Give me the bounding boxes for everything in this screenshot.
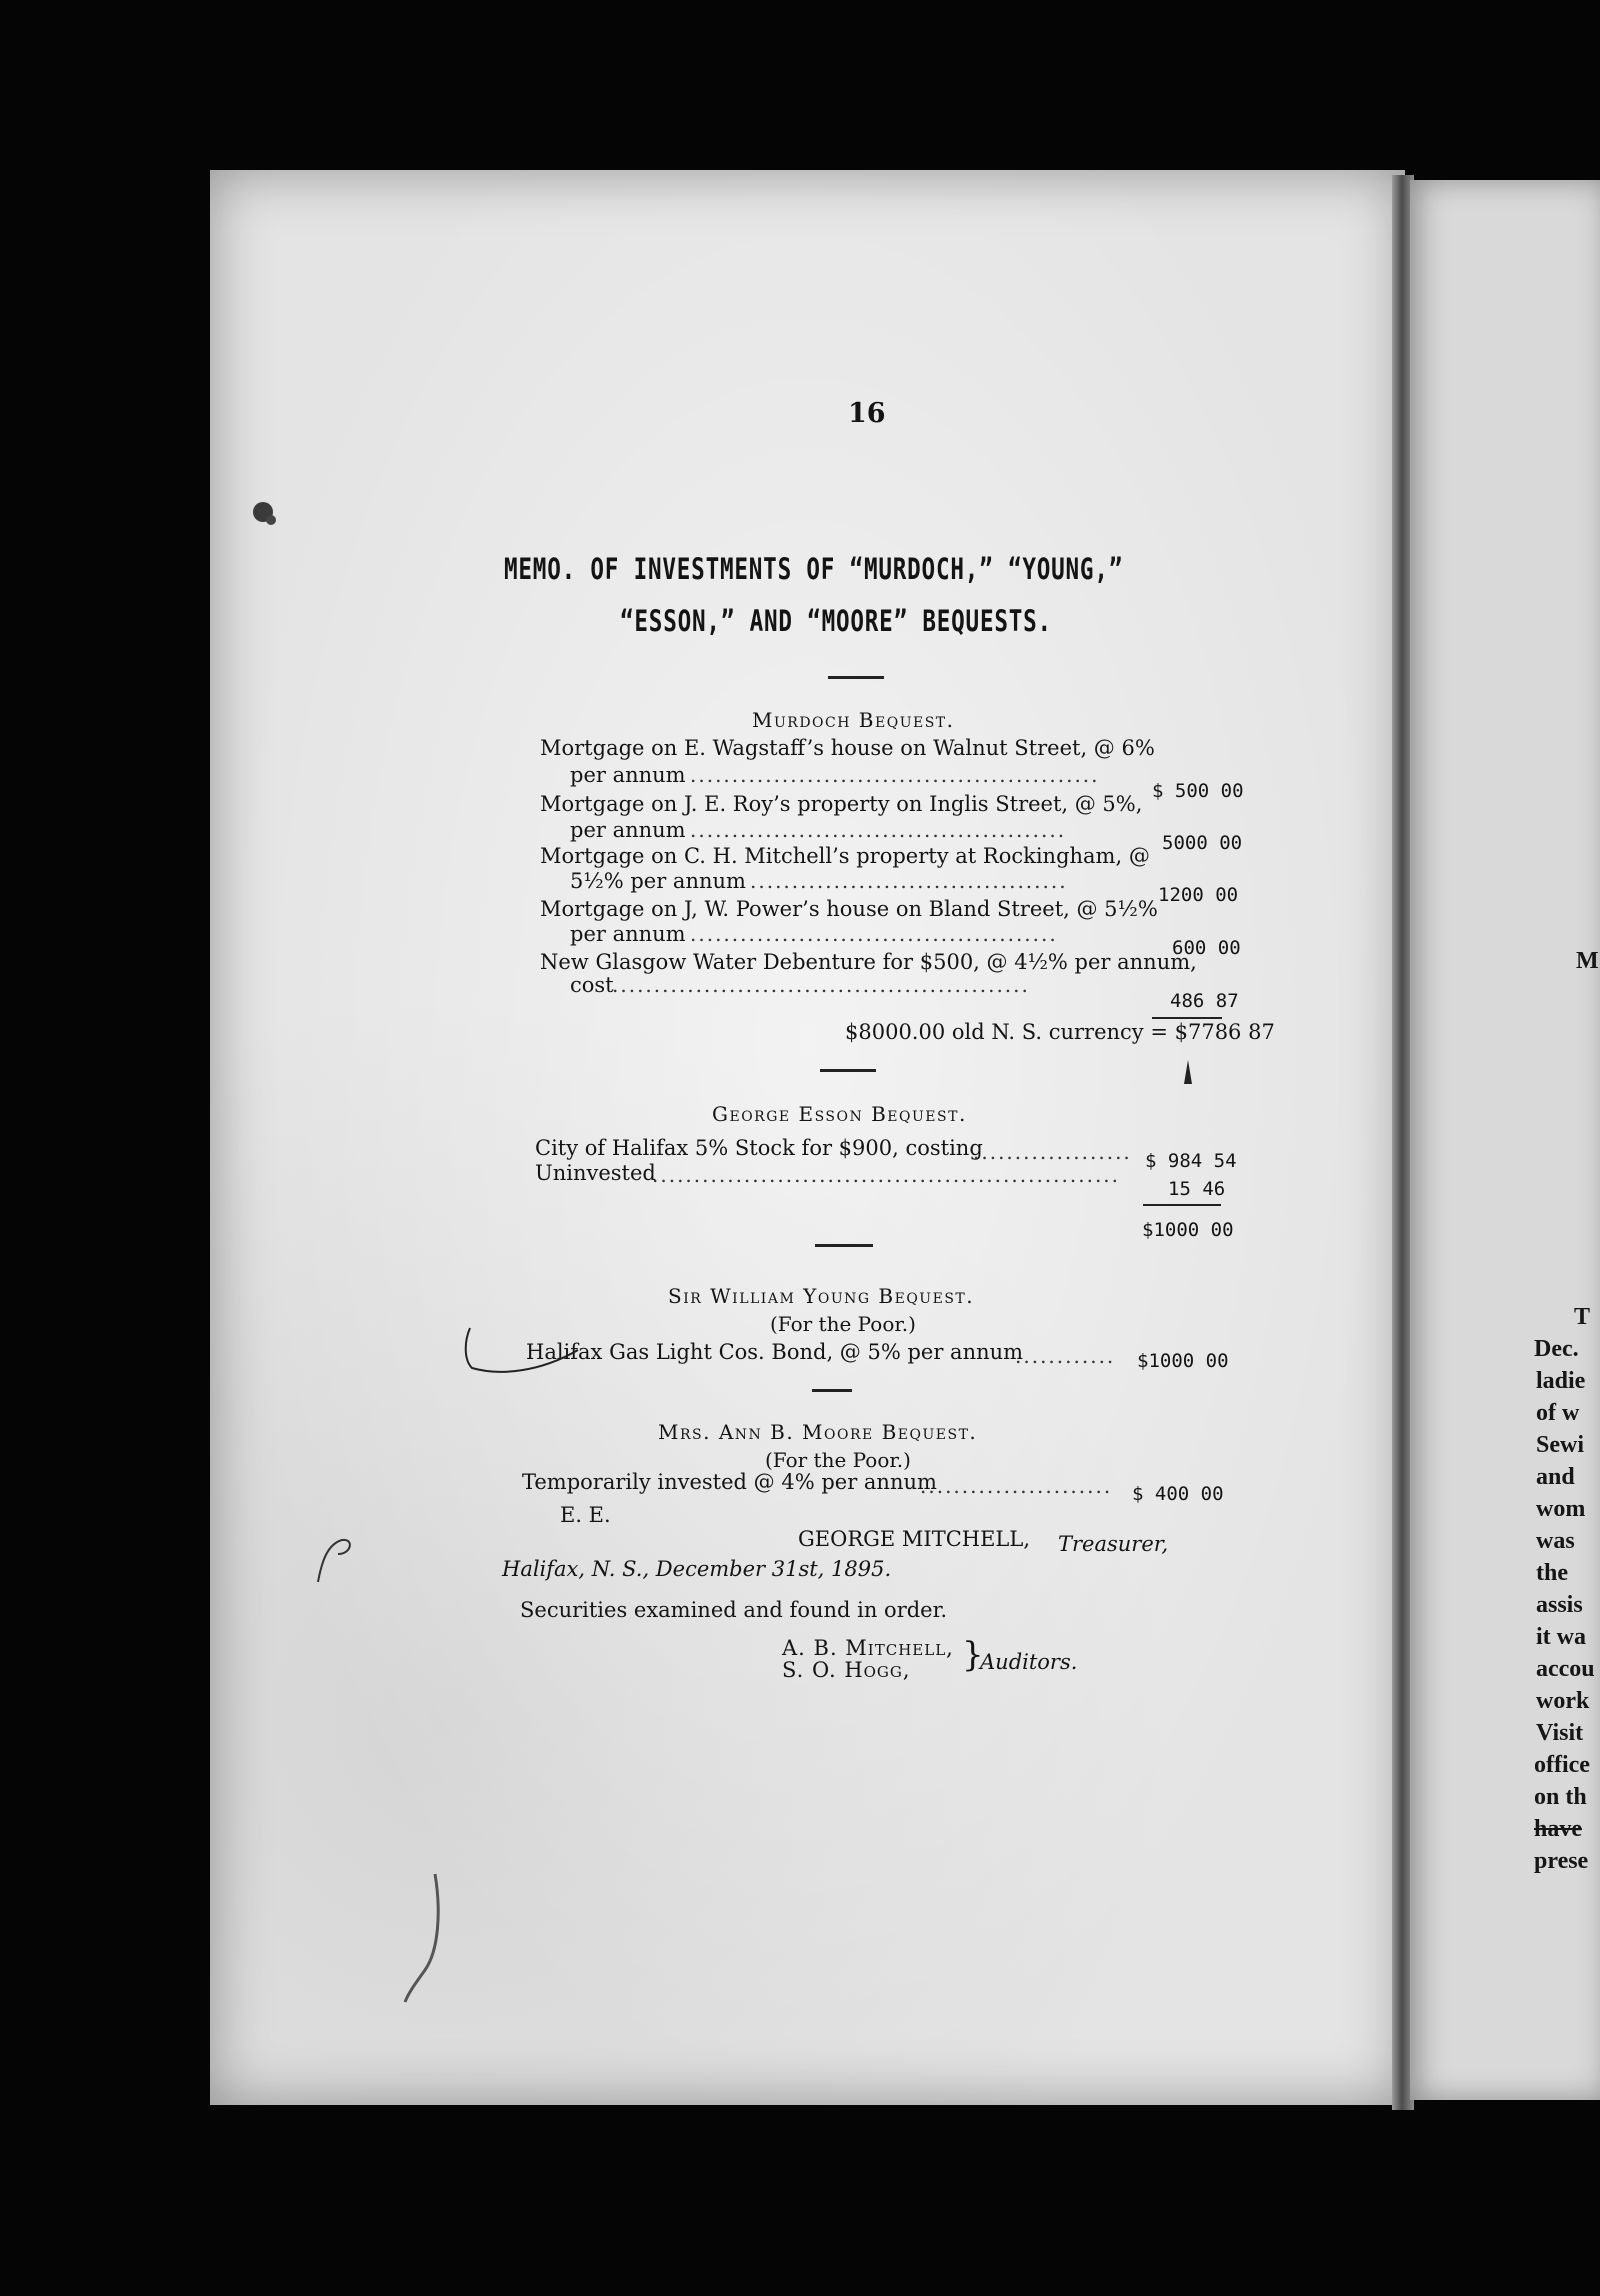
young-heading: Sir William Young Bequest. <box>668 1284 975 1308</box>
esson-entry-1-amount: $ 984 54 <box>1145 1150 1237 1172</box>
right-page-line-6: and <box>1536 1464 1575 1490</box>
auditor-1: A. B. Mitchell, <box>782 1636 954 1660</box>
subtotal-rule <box>1143 1204 1221 1206</box>
right-page-line-15: office <box>1534 1752 1590 1778</box>
leader-dots: ............................................ <box>690 922 1058 946</box>
moore-entry: Temporarily invested @ 4% per annum <box>522 1470 937 1494</box>
esson-total: $1000 00 <box>1142 1219 1234 1241</box>
leader-dots: .................................................. <box>612 973 1030 997</box>
document-title-line-1: MEMO. OF INVESTMENTS OF “MURDOCH,” “YOUNG,” <box>504 552 1124 586</box>
brace-icon: } <box>962 1635 984 1675</box>
murdoch-entry-5-line1: New Glasgow Water Debenture for $500, @ 4½% per annum, <box>540 950 1197 974</box>
leader-dots: ............................................. <box>690 818 1067 842</box>
pencil-mark <box>460 1320 590 1380</box>
esson-entry-1: City of Halifax 5% Stock for $900, costing <box>535 1136 983 1160</box>
young-entry-amount: $1000 00 <box>1137 1350 1229 1372</box>
murdoch-entry-5-line2: cost <box>570 973 614 997</box>
right-page-m: M <box>1576 948 1599 974</box>
moore-sub: (For the Poor.) <box>765 1448 911 1472</box>
section-divider <box>812 1389 852 1392</box>
leader-dots: ...................................... <box>750 869 1068 893</box>
leader-dots: ................................................. <box>690 763 1100 787</box>
right-page-line-5: Sewi <box>1536 1432 1584 1458</box>
right-page-line-9: the <box>1536 1560 1568 1586</box>
murdoch-entry-1-line2: per annum <box>570 763 686 787</box>
subtotal-rule <box>1152 1017 1222 1019</box>
murdoch-entry-4-line2: per annum <box>570 922 686 946</box>
right-page-line-14: Visit <box>1536 1720 1584 1746</box>
treasurer-name: GEORGE MITCHELL, <box>798 1527 1030 1551</box>
moore-heading: Mrs. Ann B. Moore Bequest. <box>658 1420 978 1444</box>
young-entry: Halifax Gas Light Cos. Bond, @ 5% per annum <box>526 1340 1024 1364</box>
murdoch-entry-1-amount: $ 500 00 <box>1152 780 1244 802</box>
right-page-line-2: Dec. <box>1534 1336 1579 1362</box>
pencil-mark <box>312 1530 362 1590</box>
right-page-line-3: ladie <box>1536 1368 1586 1394</box>
leader-dots: ............ <box>1015 1344 1116 1368</box>
right-page-line-8: was <box>1536 1528 1575 1554</box>
right-page-line-13: work <box>1536 1688 1590 1714</box>
right-page-line-4: of w <box>1536 1400 1580 1426</box>
right-page-line-7: wom <box>1536 1496 1586 1522</box>
murdoch-entry-4-amount: 600 00 <box>1172 937 1241 959</box>
treasurer-role: Treasurer, <box>1058 1532 1169 1556</box>
esson-entry-2: Uninvested <box>535 1161 656 1185</box>
young-sub: (For the Poor.) <box>770 1312 916 1336</box>
esson-entry-2-amount: 15 46 <box>1168 1178 1226 1200</box>
section-divider <box>815 1244 873 1247</box>
right-page <box>1410 180 1600 2100</box>
right-page-line-18: prese <box>1534 1848 1589 1874</box>
murdoch-entry-5-amount: 486 87 <box>1170 990 1239 1012</box>
murdoch-entry-2-line1: Mortgage on J. E. Roy’s property on Inglis Street, @ 5%, <box>540 792 1143 816</box>
leader-dots: ........................................................ <box>652 1163 1121 1187</box>
leader-dots: ................... <box>973 1140 1132 1164</box>
murdoch-total: $8000.00 old N. S. currency = $7786 87 <box>845 1020 1275 1044</box>
murdoch-entry-4-line1: Mortgage on J, W. Power’s house on Bland Street, @ 5½% <box>540 897 1158 921</box>
murdoch-entry-1-line1: Mortgage on E. Wagstaff’s house on Walnut Street, @ 6% <box>540 736 1155 760</box>
place-date: Halifax, N. S., December 31st, 1895. <box>502 1557 892 1581</box>
murdoch-entry-2-amount: 5000 00 <box>1162 832 1243 854</box>
document-title-line-2: “ESSON,” AND “MOORE” BEQUESTS. <box>620 604 1052 638</box>
esson-heading: George Esson Bequest. <box>712 1102 967 1126</box>
murdoch-entry-2-line2: per annum <box>570 818 686 842</box>
moore-entry-amount: $ 400 00 <box>1132 1483 1224 1505</box>
murdoch-heading: Murdoch Bequest. <box>752 708 955 732</box>
right-page-line-17: have <box>1534 1816 1582 1842</box>
auditors-label: Auditors. <box>980 1650 1078 1674</box>
right-page-line-1: T <box>1574 1304 1591 1330</box>
leader-dots: ....................... <box>920 1474 1113 1498</box>
ee-mark: E. E. <box>560 1503 611 1527</box>
ink-blot <box>245 490 285 540</box>
right-page-line-12: accou <box>1536 1656 1595 1682</box>
right-page-line-16: on th <box>1534 1784 1587 1810</box>
murdoch-entry-3-line2: 5½% per annum <box>570 869 746 893</box>
title-divider <box>828 676 884 679</box>
right-page-line-10: assis <box>1536 1592 1583 1618</box>
section-divider <box>820 1069 876 1072</box>
murdoch-entry-3-line1: Mortgage on C. H. Mitchell’s property at Rockingham, @ <box>540 844 1150 868</box>
pencil-mark <box>395 1870 455 2010</box>
murdoch-entry-3-amount: 1200 00 <box>1158 884 1239 906</box>
right-page-line-11: it wa <box>1536 1624 1586 1650</box>
auditor-2: S. O. Hogg, <box>782 1658 911 1682</box>
securities-note: Securities examined and found in order. <box>520 1598 948 1622</box>
ink-mark <box>1182 1058 1194 1088</box>
page-number: 16 <box>848 398 886 429</box>
